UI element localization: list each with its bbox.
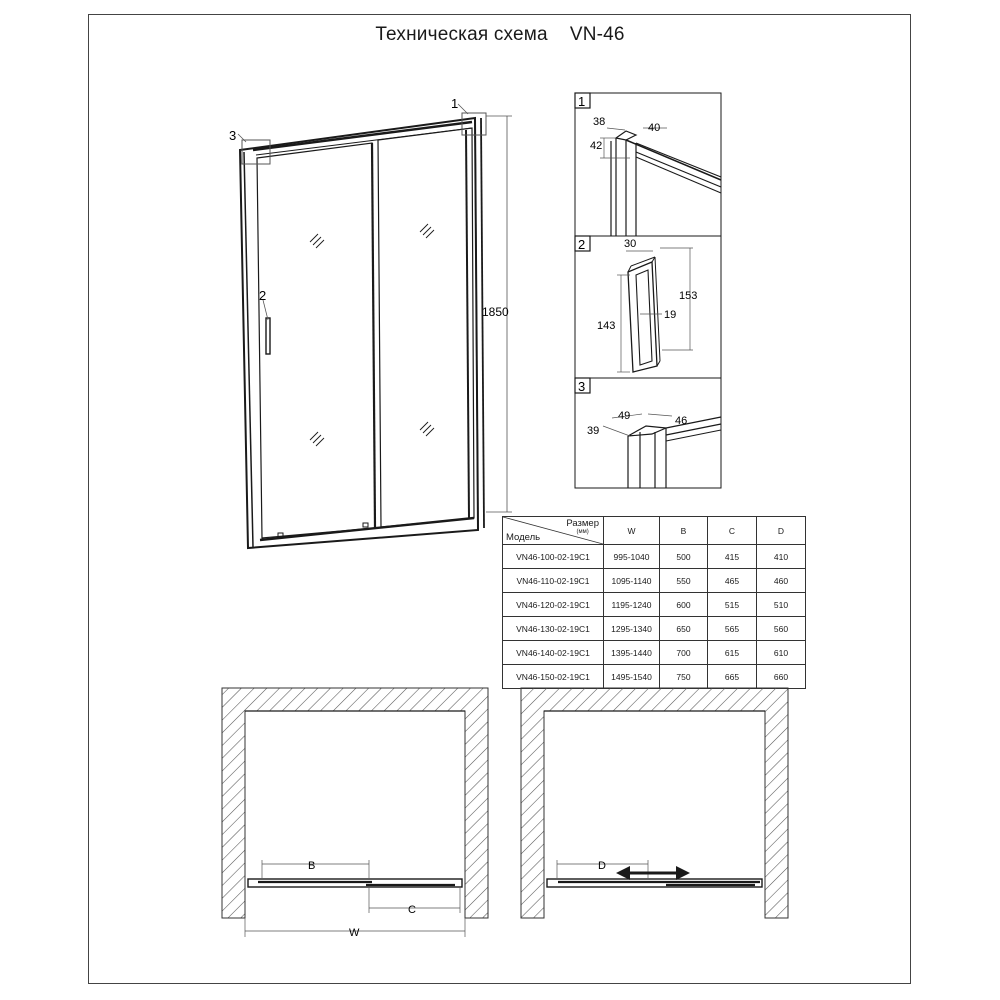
detail-2-dim-153: 153: [679, 290, 698, 302]
detail-3-dim-46: 46: [675, 415, 688, 427]
value-cell: 1295-1340: [604, 617, 660, 641]
model-cell: VN46-110-02-19C1: [503, 569, 604, 593]
height-label: 1850: [482, 305, 509, 319]
value-cell: 660: [757, 665, 806, 689]
callout-number-1: 1: [451, 96, 459, 111]
value-cell: 460: [757, 569, 806, 593]
value-cell: 465: [708, 569, 757, 593]
model-cell: VN46-150-02-19C1: [503, 665, 604, 689]
plan-closed-walls: [222, 688, 488, 918]
plan-label-b: B: [308, 860, 316, 872]
detail-2-dim-30: 30: [624, 238, 637, 250]
value-cell: 410: [757, 545, 806, 569]
value-cell: 650: [660, 617, 708, 641]
value-cell: 700: [660, 641, 708, 665]
model-cell: VN46-130-02-19C1: [503, 617, 604, 641]
title-text: Техническая схема: [375, 24, 548, 45]
value-cell: 415: [708, 545, 757, 569]
value-cell: 995-1040: [604, 545, 660, 569]
plan-label-d: D: [598, 860, 606, 872]
value-cell: 515: [708, 593, 757, 617]
value-cell: 560: [757, 617, 806, 641]
detail-1-dim-42: 42: [590, 140, 603, 152]
value-cell: 750: [660, 665, 708, 689]
plan-label-w: W: [349, 927, 360, 939]
value-cell: 615: [708, 641, 757, 665]
plan-label-c: C: [408, 904, 416, 916]
plan-open-walls: [521, 688, 788, 918]
spec-table-column-header: D: [757, 517, 806, 545]
sliding-direction-arrow: [616, 866, 690, 880]
value-cell: 610: [757, 641, 806, 665]
value-cell: 1395-1440: [604, 641, 660, 665]
value-cell: 510: [757, 593, 806, 617]
callout-number-3: 3: [229, 128, 237, 143]
model-code: VN-46: [569, 24, 625, 45]
detail-2-number: 2: [578, 237, 586, 252]
spec-table-size-header: Размер (мм): [566, 518, 599, 535]
value-cell: 600: [660, 593, 708, 617]
spec-table-column-header: C: [708, 517, 757, 545]
model-cell: VN46-100-02-19C1: [503, 545, 604, 569]
detail-3-dim-39: 39: [587, 425, 600, 437]
callout-number-2: 2: [259, 288, 267, 303]
detail-3-number: 3: [578, 379, 586, 394]
spec-table-model-header: Модель: [506, 532, 541, 543]
detail-1-dim-40: 40: [648, 122, 661, 134]
detail-3-dim-49: 49: [618, 410, 631, 422]
detail-2-dim-19: 19: [664, 309, 677, 321]
value-cell: 665: [708, 665, 757, 689]
detail-2-dim-143: 143: [597, 320, 616, 332]
spec-table-column-header: W: [604, 517, 660, 545]
value-cell: 1495-1540: [604, 665, 660, 689]
value-cell: 550: [660, 569, 708, 593]
model-cell: VN46-140-02-19C1: [503, 641, 604, 665]
detail-1-dim-38: 38: [593, 116, 606, 128]
value-cell: 565: [708, 617, 757, 641]
value-cell: 1195-1240: [604, 593, 660, 617]
model-cell: VN46-120-02-19C1: [503, 593, 604, 617]
value-cell: 500: [660, 545, 708, 569]
detail-1-number: 1: [578, 94, 586, 109]
spec-table-column-header: B: [660, 517, 708, 545]
value-cell: 1095-1140: [604, 569, 660, 593]
